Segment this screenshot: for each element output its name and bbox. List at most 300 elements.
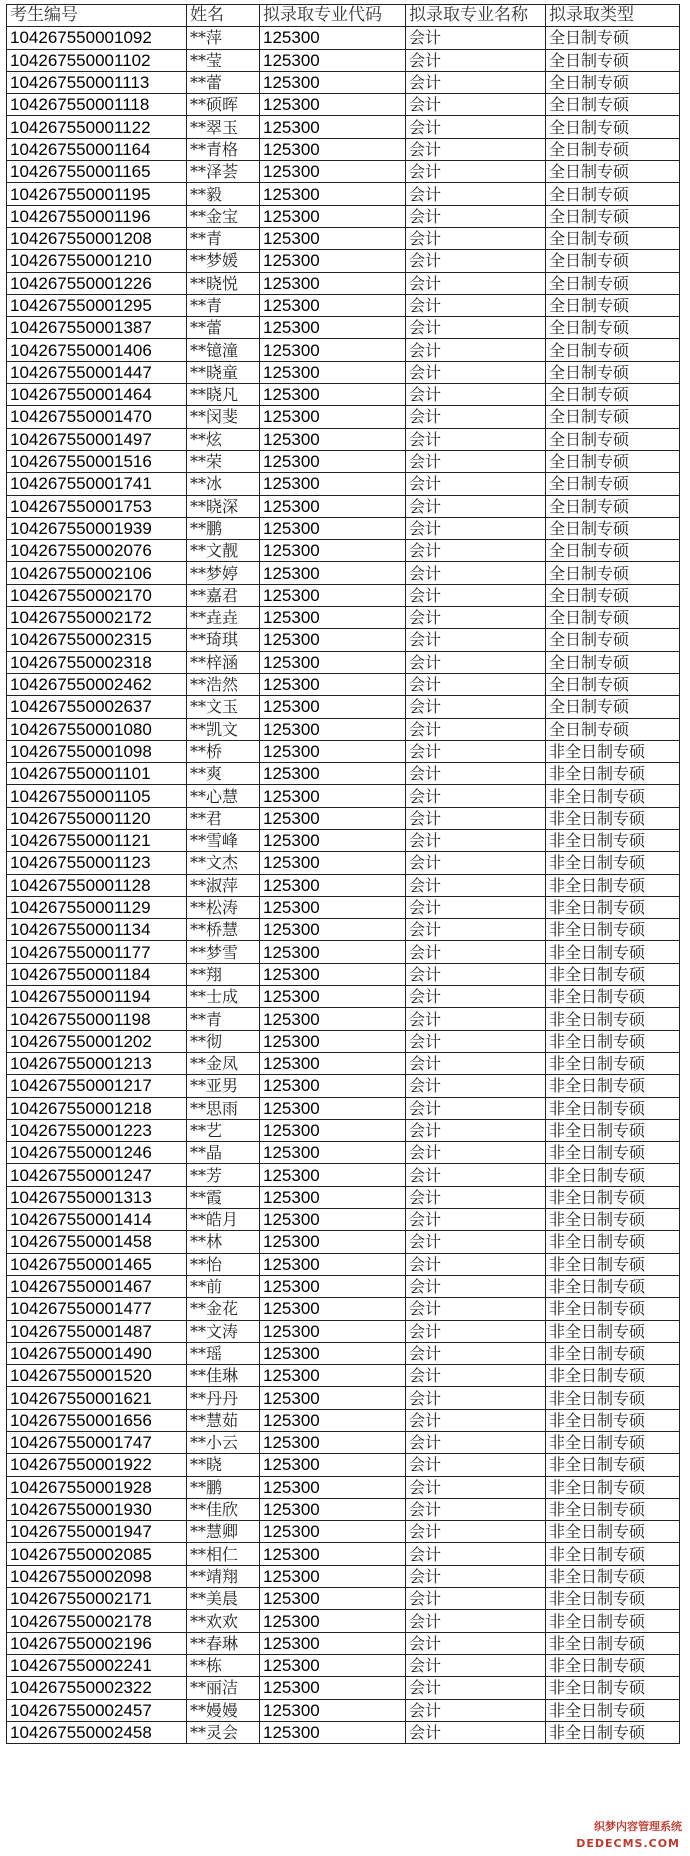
cell-admission-type: 全日制专硕	[546, 294, 680, 316]
cell-major-name: 会计	[406, 829, 546, 851]
cell-major-code: 125300	[260, 1699, 406, 1721]
cell-admission-type: 非全日制专硕	[546, 1209, 680, 1231]
cell-exam-id: 104267550001487	[7, 1320, 187, 1342]
table-row	[7, 1654, 680, 1676]
cell-admission-type: 非全日制专硕	[546, 896, 680, 918]
cell-name: **青格	[187, 138, 260, 160]
cell-major-code: 125300	[260, 161, 406, 183]
table-row	[7, 406, 680, 428]
cell-major-name: 会计	[406, 473, 546, 495]
cell-major-name: 会计	[406, 1610, 546, 1632]
cell-major-name: 会计	[406, 138, 546, 160]
table-row	[7, 1677, 680, 1699]
cell-major-code: 125300	[260, 986, 406, 1008]
cell-major-code: 125300	[260, 874, 406, 896]
cell-exam-id: 104267550002318	[7, 651, 187, 673]
cell-major-code: 125300	[260, 1565, 406, 1587]
cell-admission-type: 非全日制专硕	[546, 1409, 680, 1431]
cell-name: **松涛	[187, 896, 260, 918]
table-row	[7, 205, 680, 227]
cell-name: **嫚嫚	[187, 1699, 260, 1721]
cell-major-name: 会计	[406, 696, 546, 718]
cell-major-name: 会计	[406, 874, 546, 896]
cell-admission-type: 非全日制专硕	[546, 1588, 680, 1610]
table-row	[7, 361, 680, 383]
cell-exam-id: 104267550001922	[7, 1454, 187, 1476]
cell-name: **梓涵	[187, 651, 260, 673]
cell-major-name: 会计	[406, 540, 546, 562]
cell-name: **晓悦	[187, 272, 260, 294]
cell-admission-type: 全日制专硕	[546, 116, 680, 138]
cell-exam-id: 104267550001129	[7, 896, 187, 918]
cell-major-name: 会计	[406, 183, 546, 205]
table-row	[7, 116, 680, 138]
cell-name: **丽洁	[187, 1677, 260, 1699]
cell-exam-id: 104267550001080	[7, 718, 187, 740]
cell-major-code: 125300	[260, 1498, 406, 1520]
cell-name: **君	[187, 807, 260, 829]
cell-major-name: 会计	[406, 1654, 546, 1676]
cell-major-code: 125300	[260, 919, 406, 941]
cell-major-code: 125300	[260, 763, 406, 785]
cell-major-name: 会计	[406, 161, 546, 183]
cell-major-code: 125300	[260, 1142, 406, 1164]
cell-major-code: 125300	[260, 1119, 406, 1141]
cell-name: **佳琳	[187, 1365, 260, 1387]
cell-major-name: 会计	[406, 1409, 546, 1431]
cell-major-code: 125300	[260, 94, 406, 116]
table-row	[7, 740, 680, 762]
cell-name: **慧茹	[187, 1409, 260, 1431]
cell-exam-id: 104267550001105	[7, 785, 187, 807]
cell-exam-id: 104267550001208	[7, 227, 187, 249]
table-row	[7, 1320, 680, 1342]
table-row	[7, 183, 680, 205]
cell-name: **皓月	[187, 1209, 260, 1231]
cell-exam-id: 104267550001246	[7, 1142, 187, 1164]
header-major-code: 拟录取专业代码	[260, 5, 406, 27]
table-row	[7, 317, 680, 339]
cell-major-name: 会计	[406, 852, 546, 874]
cell-admission-type: 非全日制专硕	[546, 1677, 680, 1699]
cell-admission-type: 非全日制专硕	[546, 1231, 680, 1253]
cell-major-code: 125300	[260, 1231, 406, 1253]
cell-name: **毅	[187, 183, 260, 205]
cell-exam-id: 104267550001113	[7, 71, 187, 93]
cell-major-code: 125300	[260, 1320, 406, 1342]
cell-admission-type: 非全日制专硕	[546, 1565, 680, 1587]
cell-admission-type: 全日制专硕	[546, 71, 680, 93]
cell-admission-type: 全日制专硕	[546, 205, 680, 227]
cell-name: **琦琪	[187, 629, 260, 651]
table-row	[7, 49, 680, 71]
table-row	[7, 896, 680, 918]
table-row	[7, 294, 680, 316]
cell-admission-type: 全日制专硕	[546, 517, 680, 539]
cell-major-name: 会计	[406, 1677, 546, 1699]
admission-list	[6, 4, 679, 1744]
table-row	[7, 785, 680, 807]
cell-major-code: 125300	[260, 1432, 406, 1454]
table-row	[7, 1498, 680, 1520]
cell-exam-id: 104267550002196	[7, 1632, 187, 1654]
cell-name: **相仁	[187, 1543, 260, 1565]
cell-admission-type: 非全日制专硕	[546, 963, 680, 985]
cell-exam-id: 104267550001741	[7, 473, 187, 495]
cell-major-name: 会计	[406, 629, 546, 651]
cell-exam-id: 104267550001406	[7, 339, 187, 361]
cell-exam-id: 104267550001092	[7, 27, 187, 49]
table-row	[7, 1610, 680, 1632]
cell-admission-type: 非全日制专硕	[546, 740, 680, 762]
cell-name: **欢欢	[187, 1610, 260, 1632]
cell-name: **晓凡	[187, 384, 260, 406]
table-row	[7, 1476, 680, 1498]
cell-name: **青	[187, 294, 260, 316]
cell-exam-id: 104267550001656	[7, 1409, 187, 1431]
cell-exam-id: 104267550002315	[7, 629, 187, 651]
cell-admission-type: 非全日制专硕	[546, 1119, 680, 1141]
cell-major-name: 会计	[406, 763, 546, 785]
cell-admission-type: 全日制专硕	[546, 473, 680, 495]
cell-major-code: 125300	[260, 1365, 406, 1387]
cell-exam-id: 104267550001928	[7, 1476, 187, 1498]
cell-admission-type: 非全日制专硕	[546, 874, 680, 896]
cell-name: **硕晖	[187, 94, 260, 116]
cell-exam-id: 104267550001458	[7, 1231, 187, 1253]
table-row	[7, 227, 680, 249]
cell-major-code: 125300	[260, 250, 406, 272]
table-row	[7, 517, 680, 539]
cell-major-code: 125300	[260, 1677, 406, 1699]
cell-name: **冰	[187, 473, 260, 495]
cell-admission-type: 全日制专硕	[546, 272, 680, 294]
cell-major-name: 会计	[406, 1588, 546, 1610]
table-row	[7, 1365, 680, 1387]
cell-major-name: 会计	[406, 71, 546, 93]
table-row	[7, 696, 680, 718]
cell-exam-id: 104267550001753	[7, 495, 187, 517]
table-row	[7, 71, 680, 93]
cell-name: **梦婷	[187, 562, 260, 584]
cell-major-code: 125300	[260, 27, 406, 49]
cell-major-name: 会计	[406, 807, 546, 829]
cell-major-name: 会计	[406, 1342, 546, 1364]
cell-name: **爽	[187, 763, 260, 785]
cell-name: **灵会	[187, 1721, 260, 1743]
cell-exam-id: 104267550001098	[7, 740, 187, 762]
cell-name: **文涛	[187, 1320, 260, 1342]
cell-exam-id: 104267550001213	[7, 1052, 187, 1074]
cell-exam-id: 104267550001447	[7, 361, 187, 383]
cell-major-name: 会计	[406, 1253, 546, 1275]
cell-name: **萍	[187, 27, 260, 49]
cell-exam-id: 104267550001195	[7, 183, 187, 205]
cell-major-name: 会计	[406, 1320, 546, 1342]
cell-exam-id: 104267550002106	[7, 562, 187, 584]
cell-name: **晓	[187, 1454, 260, 1476]
cell-major-code: 125300	[260, 1387, 406, 1409]
cell-major-name: 会计	[406, 94, 546, 116]
cell-admission-type: 全日制专硕	[546, 562, 680, 584]
table-row	[7, 384, 680, 406]
cell-admission-type: 非全日制专硕	[546, 1365, 680, 1387]
cell-admission-type: 非全日制专硕	[546, 1699, 680, 1721]
table-row	[7, 1164, 680, 1186]
cell-name: **凯文	[187, 718, 260, 740]
cell-exam-id: 104267550001467	[7, 1275, 187, 1297]
cell-major-code: 125300	[260, 227, 406, 249]
cell-major-code: 125300	[260, 517, 406, 539]
cell-name: **思雨	[187, 1097, 260, 1119]
cell-exam-id: 104267550001387	[7, 317, 187, 339]
cell-name: **浩然	[187, 673, 260, 695]
cell-major-code: 125300	[260, 49, 406, 71]
cell-major-name: 会计	[406, 428, 546, 450]
cell-admission-type: 全日制专硕	[546, 94, 680, 116]
cell-admission-type: 非全日制专硕	[546, 1721, 680, 1743]
cell-major-code: 125300	[260, 406, 406, 428]
cell-admission-type: 非全日制专硕	[546, 1342, 680, 1364]
cell-name: **淑萍	[187, 874, 260, 896]
cell-major-name: 会计	[406, 1454, 546, 1476]
cell-exam-id: 104267550001226	[7, 272, 187, 294]
cell-admission-type: 全日制专硕	[546, 227, 680, 249]
cell-name: **慧卿	[187, 1521, 260, 1543]
cell-exam-id: 104267550001520	[7, 1365, 187, 1387]
table-row	[7, 450, 680, 472]
table-row	[7, 1052, 680, 1074]
cell-major-code: 125300	[260, 1209, 406, 1231]
cell-admission-type: 非全日制专硕	[546, 986, 680, 1008]
cell-major-code: 125300	[260, 450, 406, 472]
cell-exam-id: 104267550001134	[7, 919, 187, 941]
cell-major-name: 会计	[406, 1498, 546, 1520]
header-admission-type: 拟录取类型	[546, 5, 680, 27]
cell-name: **靖翔	[187, 1565, 260, 1587]
cell-major-code: 125300	[260, 205, 406, 227]
table-row	[7, 807, 680, 829]
cell-major-code: 125300	[260, 1632, 406, 1654]
cell-exam-id: 104267550001621	[7, 1387, 187, 1409]
cell-major-name: 会计	[406, 896, 546, 918]
table-row	[7, 1008, 680, 1030]
table-row	[7, 919, 680, 941]
table-row	[7, 1521, 680, 1543]
cell-name: **彻	[187, 1030, 260, 1052]
cell-major-name: 会计	[406, 607, 546, 629]
cell-admission-type: 非全日制专硕	[546, 1632, 680, 1654]
table-row	[7, 718, 680, 740]
cell-major-name: 会计	[406, 517, 546, 539]
table-row	[7, 94, 680, 116]
cell-admission-type: 非全日制专硕	[546, 1142, 680, 1164]
cell-admission-type: 非全日制专硕	[546, 1097, 680, 1119]
cell-name: **美晨	[187, 1588, 260, 1610]
cell-name: **晶	[187, 1142, 260, 1164]
cell-major-name: 会计	[406, 49, 546, 71]
cell-name: **金宝	[187, 205, 260, 227]
cell-major-code: 125300	[260, 1275, 406, 1297]
cell-major-code: 125300	[260, 1476, 406, 1498]
cell-major-name: 会计	[406, 1008, 546, 1030]
table-row	[7, 1209, 680, 1231]
cell-major-code: 125300	[260, 718, 406, 740]
cell-admission-type: 非全日制专硕	[546, 919, 680, 941]
cell-major-name: 会计	[406, 1298, 546, 1320]
cell-major-code: 125300	[260, 116, 406, 138]
cell-admission-type: 全日制专硕	[546, 161, 680, 183]
cell-name: **春琳	[187, 1632, 260, 1654]
table-row	[7, 584, 680, 606]
table-row	[7, 763, 680, 785]
header-name: 姓名	[187, 5, 260, 27]
cell-major-name: 会计	[406, 1119, 546, 1141]
cell-admission-type: 全日制专硕	[546, 339, 680, 361]
cell-major-name: 会计	[406, 1565, 546, 1587]
cell-exam-id: 104267550001295	[7, 294, 187, 316]
cell-exam-id: 104267550001930	[7, 1498, 187, 1520]
cell-exam-id: 104267550001210	[7, 250, 187, 272]
cell-major-name: 会计	[406, 651, 546, 673]
cell-major-code: 125300	[260, 317, 406, 339]
cell-major-code: 125300	[260, 807, 406, 829]
cell-admission-type: 非全日制专硕	[546, 785, 680, 807]
cell-exam-id: 104267550002172	[7, 607, 187, 629]
table-row	[7, 1142, 680, 1164]
cell-admission-type: 全日制专硕	[546, 183, 680, 205]
cell-exam-id: 104267550001101	[7, 763, 187, 785]
cell-major-name: 会计	[406, 1387, 546, 1409]
cell-name: **栋	[187, 1654, 260, 1676]
table-row	[7, 27, 680, 49]
cell-admission-type: 非全日制专硕	[546, 1298, 680, 1320]
cell-major-name: 会计	[406, 1632, 546, 1654]
cell-admission-type: 全日制专硕	[546, 406, 680, 428]
cell-major-name: 会计	[406, 562, 546, 584]
cell-admission-type: 非全日制专硕	[546, 1075, 680, 1097]
cell-major-code: 125300	[260, 1097, 406, 1119]
cell-major-name: 会计	[406, 673, 546, 695]
cell-admission-type: 非全日制专硕	[546, 1320, 680, 1342]
cell-major-code: 125300	[260, 473, 406, 495]
cell-exam-id: 104267550001247	[7, 1164, 187, 1186]
cell-major-code: 125300	[260, 361, 406, 383]
cell-major-name: 会计	[406, 1476, 546, 1498]
cell-admission-type: 非全日制专硕	[546, 1498, 680, 1520]
watermark-domain: DEDECMS.COM	[576, 1837, 680, 1850]
cell-major-name: 会计	[406, 1699, 546, 1721]
cell-admission-type: 非全日制专硕	[546, 763, 680, 785]
table-row	[7, 1699, 680, 1721]
cell-admission-type: 全日制专硕	[546, 540, 680, 562]
cell-major-name: 会计	[406, 1030, 546, 1052]
cell-exam-id: 104267550002098	[7, 1565, 187, 1587]
cell-name: **梦媛	[187, 250, 260, 272]
table-row	[7, 852, 680, 874]
cell-exam-id: 104267550002171	[7, 1588, 187, 1610]
header-major-name: 拟录取专业名称	[406, 5, 546, 27]
cell-major-code: 125300	[260, 673, 406, 695]
cell-name: **晓深	[187, 495, 260, 517]
cell-major-name: 会计	[406, 317, 546, 339]
table-row	[7, 1298, 680, 1320]
cell-name: **艺	[187, 1119, 260, 1141]
cell-admission-type: 全日制专硕	[546, 584, 680, 606]
table-row	[7, 963, 680, 985]
table-row	[7, 1075, 680, 1097]
table-row	[7, 1565, 680, 1587]
cell-admission-type: 非全日制专硕	[546, 1654, 680, 1676]
table-row	[7, 473, 680, 495]
cell-major-name: 会计	[406, 1275, 546, 1297]
table-row	[7, 1231, 680, 1253]
table-row	[7, 1454, 680, 1476]
cell-admission-type: 非全日制专硕	[546, 829, 680, 851]
table-row	[7, 1588, 680, 1610]
cell-major-name: 会计	[406, 1432, 546, 1454]
cell-name: **嘉君	[187, 584, 260, 606]
cell-admission-type: 全日制专硕	[546, 384, 680, 406]
table-row	[7, 272, 680, 294]
cell-admission-type: 全日制专硕	[546, 361, 680, 383]
cell-major-code: 125300	[260, 1610, 406, 1632]
cell-major-name: 会计	[406, 450, 546, 472]
cell-name: **翔	[187, 963, 260, 985]
table-row	[7, 339, 680, 361]
cell-name: **梦雪	[187, 941, 260, 963]
table-row	[7, 1721, 680, 1743]
cell-exam-id: 104267550001497	[7, 428, 187, 450]
cell-major-code: 125300	[260, 495, 406, 517]
table-row	[7, 941, 680, 963]
cell-major-name: 会计	[406, 986, 546, 1008]
cell-name: **芳	[187, 1164, 260, 1186]
cell-major-code: 125300	[260, 1052, 406, 1074]
cell-admission-type: 全日制专硕	[546, 49, 680, 71]
cell-major-name: 会计	[406, 740, 546, 762]
cell-admission-type: 非全日制专硕	[546, 1275, 680, 1297]
cell-name: **鹏	[187, 1476, 260, 1498]
cell-major-code: 125300	[260, 696, 406, 718]
cell-major-code: 125300	[260, 1186, 406, 1208]
cell-major-code: 125300	[260, 1588, 406, 1610]
cell-major-code: 125300	[260, 651, 406, 673]
cell-admission-type: 全日制专硕	[546, 138, 680, 160]
cell-major-name: 会计	[406, 250, 546, 272]
cell-major-code: 125300	[260, 1342, 406, 1364]
cell-name: **前	[187, 1275, 260, 1297]
cell-name: **文杰	[187, 852, 260, 874]
cell-major-code: 125300	[260, 540, 406, 562]
cell-major-name: 会计	[406, 941, 546, 963]
cell-exam-id: 104267550001747	[7, 1432, 187, 1454]
cell-major-code: 125300	[260, 339, 406, 361]
cell-major-name: 会计	[406, 1543, 546, 1565]
table-row	[7, 629, 680, 651]
cell-admission-type: 非全日制专硕	[546, 1164, 680, 1186]
cell-admission-type: 非全日制专硕	[546, 1008, 680, 1030]
cell-name: **垚垚	[187, 607, 260, 629]
cell-major-code: 125300	[260, 785, 406, 807]
cell-major-code: 125300	[260, 829, 406, 851]
table-row	[7, 138, 680, 160]
cell-major-code: 125300	[260, 384, 406, 406]
table-row	[7, 829, 680, 851]
cell-major-name: 会计	[406, 963, 546, 985]
cell-admission-type: 非全日制专硕	[546, 1253, 680, 1275]
table-row	[7, 1432, 680, 1454]
